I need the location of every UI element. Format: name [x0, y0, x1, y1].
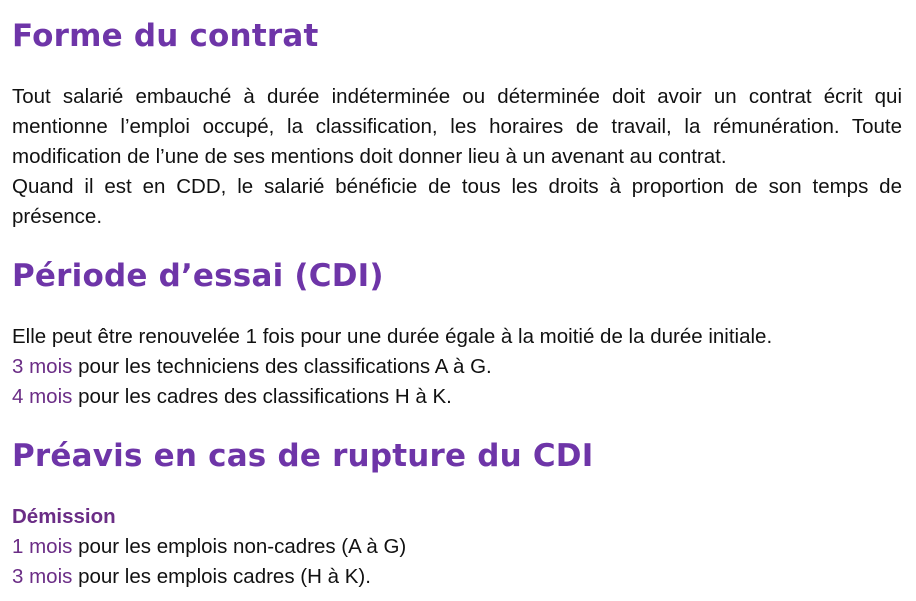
essai-item	[12, 352, 772, 382]
item-text: pour les cadres des classifications H à K.	[72, 385, 452, 408]
heading-periode-essai: Période d’essai (CDI)	[12, 258, 384, 294]
item-text: pour les emplois non-cadres (A à G)	[72, 535, 407, 558]
duration-label: 4 mois	[12, 385, 73, 408]
paragraph-preavis	[12, 502, 406, 592]
paragraph-line: Tout salarié embauché à durée indéterminée ou déterminée doit avoir un contrat écrit qui	[12, 85, 902, 108]
preavis-item	[12, 532, 406, 562]
essai-intro: Elle peut être renouvelée 1 fois pour une durée égale à la moitié de la durée initiale.	[12, 325, 773, 348]
preavis-item	[12, 562, 406, 592]
item-text: pour les emplois cadres (H à K).	[72, 565, 371, 588]
paragraph-line: présence.	[12, 205, 103, 228]
paragraph-forme	[12, 82, 902, 232]
heading-preavis: Préavis en cas de rupture du CDI	[12, 438, 594, 474]
duration-label: 1 mois	[12, 535, 73, 558]
duration-label: 3 mois	[12, 355, 73, 378]
item-text: pour les techniciens des classifications A à G.	[72, 355, 492, 378]
paragraph-line: Quand il est en CDD, le salarié bénéficie de tous les droits à proportion de son temps de	[12, 175, 902, 198]
duration-label: 3 mois	[12, 565, 73, 588]
essai-item	[12, 382, 772, 412]
paragraph-periode-essai	[12, 322, 772, 412]
paragraph-line: mentionne l’emploi occupé, la classification, les horaires de travail, la rémunération. Toute	[12, 115, 902, 138]
paragraph-line: modification de l’une de ses mentions doit donner lieu à un avenant au contrat.	[12, 145, 727, 168]
subheading-demission: Démission	[12, 505, 116, 528]
heading-forme-du-contrat: Forme du contrat	[12, 18, 319, 54]
